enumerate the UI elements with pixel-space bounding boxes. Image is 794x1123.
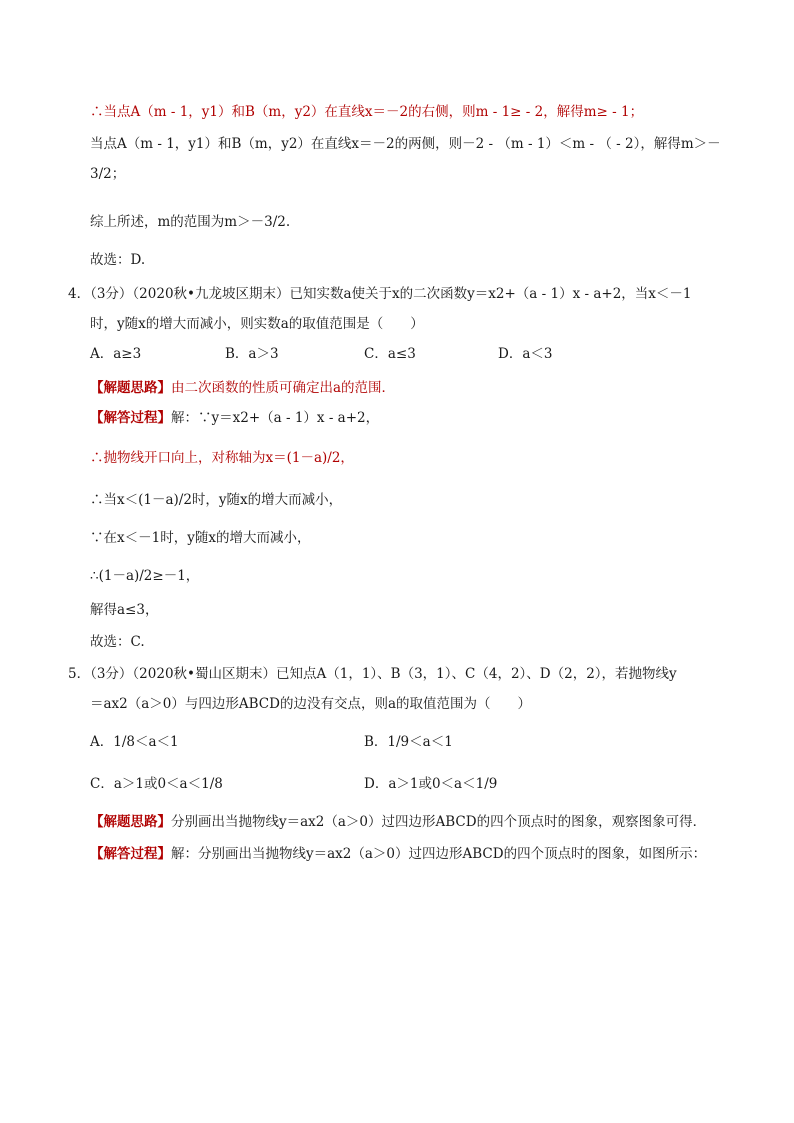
q4-process-line-2: ∴抛物线开口向上，对称轴为x＝(1－a)/2， bbox=[90, 450, 354, 466]
q4-thinking-label: 【解题思路】 bbox=[90, 380, 171, 396]
q4-stem-line-2: 时，y随x的增大而减小，则实数a的取值范围是（ ） bbox=[90, 316, 424, 332]
q5-stem-line-2: ＝ax2（a＞0）与四边形ABCD的边没有交点，则a的取值范围为（ ） bbox=[90, 696, 532, 712]
q5-process-label: 【解答过程】 bbox=[90, 846, 171, 862]
q4-process-line-5: ∴(1－a)/2≥－1， bbox=[90, 568, 200, 584]
prev-line-4: 故选：D. bbox=[90, 252, 146, 268]
prev-line-3: 综上所述，m的范围为m＞－3/2. bbox=[90, 214, 291, 230]
q4-process-line-3: ∴当x＜(1－a)/2时，y随x的增大而减小， bbox=[90, 492, 343, 508]
q4-stem-line-1: 4．（3分）（2020秋•九龙坡区期末）已知实数a使关于x的二次函数y＝x2+（a - 1）x - a+2，当x＜－1 bbox=[68, 286, 692, 302]
prev-line-1: ∴当点A（m - 1，y1）和B（m，y2）在直线x＝－2的右侧，则m - 1≥ - 2，解得m≥ - 1； bbox=[90, 104, 644, 120]
prev-line-2-fraction: 3/2； bbox=[90, 166, 126, 182]
q4-process-line-4: ∵在x＜－1时，y随x的增大而减小， bbox=[90, 530, 311, 546]
q5-option-c: C．a＞1或0＜a＜1/8 bbox=[90, 776, 223, 792]
q5-thinking-text: 分别画出当抛物线y＝ax2（a＞0）过四边形ABCD的四个顶点时的图象，观察图象可得． bbox=[171, 814, 707, 830]
q5-option-a: A．1/8＜a＜1 bbox=[90, 734, 179, 750]
q4-option-d: D．a＜3 bbox=[498, 346, 553, 362]
q4-process-line-1 bbox=[90, 408, 379, 428]
q5-option-d: D．a＞1或0＜a＜1/9 bbox=[364, 776, 498, 792]
q5-option-b: B．1/9＜a＜1 bbox=[364, 734, 453, 750]
q5-thinking bbox=[90, 812, 706, 832]
q4-process-line-7: 故选：C. bbox=[90, 634, 145, 650]
q4-option-a: A．a≥3 bbox=[90, 346, 142, 362]
q4-option-c: C．a≤3 bbox=[364, 346, 416, 362]
q4-thinking bbox=[90, 378, 395, 398]
q4-thinking-text: 由二次函数的性质可确定出a的范围． bbox=[171, 380, 396, 396]
prev-line-2: 当点A（m - 1，y1）和B（m，y2）在直线x＝－2的两侧，则－2 - （m - 1）＜m - （ - 2），解得m＞－ bbox=[90, 136, 721, 152]
q4-process-label: 【解答过程】 bbox=[90, 410, 171, 426]
q5-stem-line-1: 5．（3分）（2020秋•蜀山区期末）已知点A（1，1）、B（3，1）、C（4，2）、D（2，2），若抛物线y bbox=[68, 666, 677, 682]
q5-process-text: 解：分别画出当抛物线y＝ax2（a＞0）过四边形ABCD的四个顶点时的图象，如图所示： bbox=[171, 846, 707, 862]
q5-thinking-label: 【解题思路】 bbox=[90, 814, 171, 830]
q4-process-line-6: 解得a≤3， bbox=[90, 602, 159, 618]
q4-option-b: B．a＞3 bbox=[225, 346, 279, 362]
q5-process bbox=[90, 844, 706, 864]
q4-process-text-1: 解：∵y＝x2+（a - 1）x - a+2， bbox=[171, 410, 380, 426]
